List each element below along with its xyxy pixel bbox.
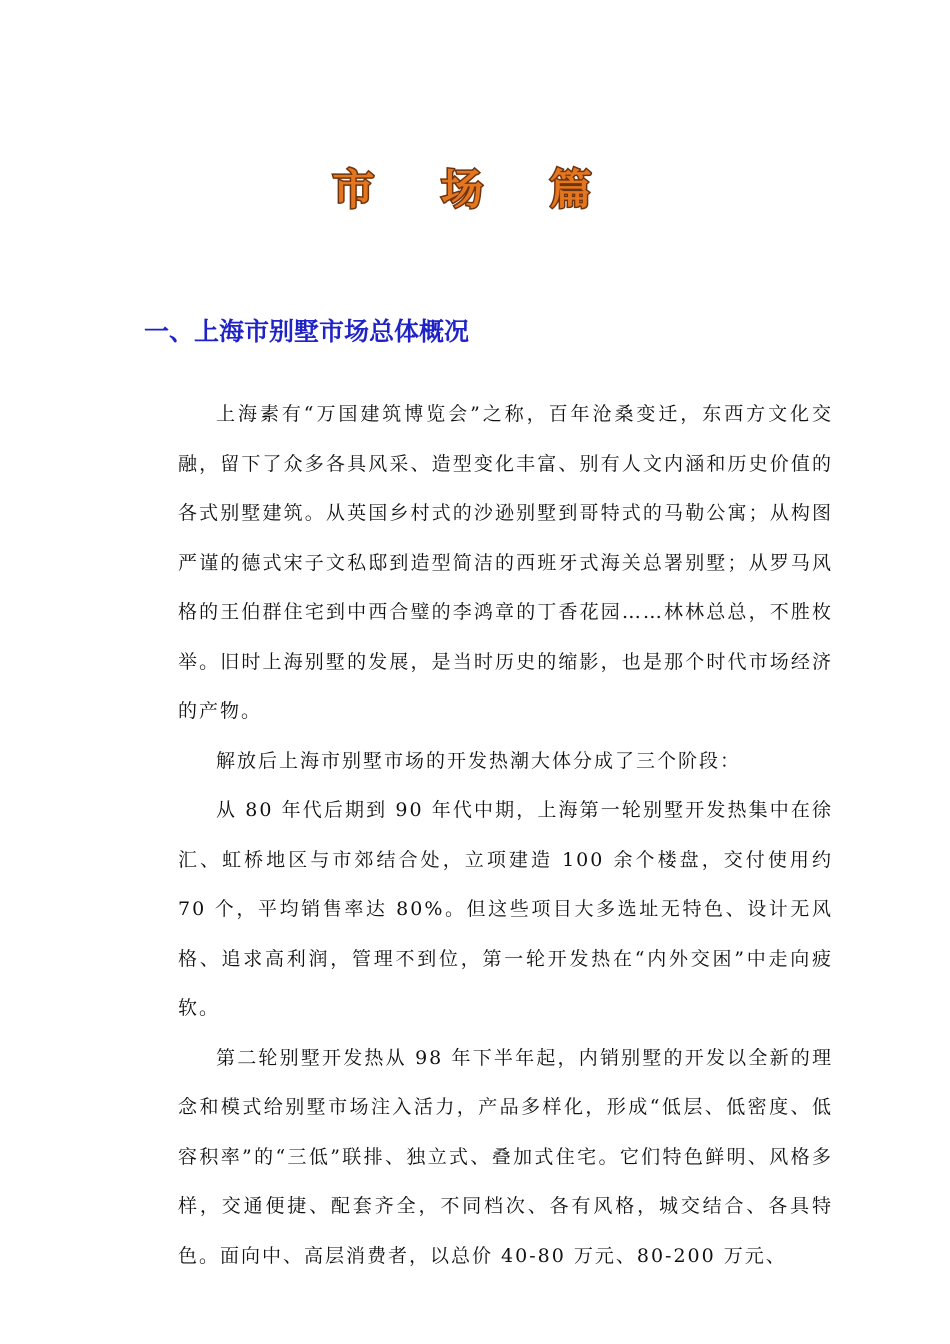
paragraph-stages: 解放后上海市别墅市场的开发热潮大体分成了三个阶段： bbox=[216, 749, 742, 772]
paragraph-intro: 上海素有“万国建筑博览会”之称，百年沧桑变迁，东西方文化交融，留下了众多各具风采、造型变化丰富、别有人文内涵和历史价值的各式别墅建筑。从英国乡村式的沙逊别墅到哥特式的马勒公寓；从构图严谨的德式宋子文私邸到造型简洁的西班牙式海关总署别墅；从罗马风格的王伯群住宅到中西合璧的李鸿章的丁香花园……林林总总，不胜枚举。旧时上海别墅的发展，是当时历史的缩影，也是那个时代市场经济的产物。 bbox=[178, 403, 833, 722]
body-text bbox=[178, 390, 833, 1281]
paragraph-first-wave: 从 80 年代后期到 90 年代中期，上海第一轮别墅开发热集中在徐汇、虹桥地区与市郊结合处，立项建造 100 余个楼盘，交付使用约 70 个，平均销售率达 80%。但这些项目大多选址无特色、设计无风格、追求高利润，管理不到位，第一轮开发热在“内外交困”中走向疲软。 bbox=[178, 799, 833, 1019]
section-heading: 一、上海市别墅市场总体概况 bbox=[144, 317, 470, 346]
paragraph-second-wave: 第二轮别墅开发热从 98 年下半年起，内销别墅的开发以全新的理念和模式给别墅市场注入活力，产品多样化，形成“低层、低密度、低容积率”的“三低”联排、独立式、叠加式住宅。它们特色鲜明、风格多样，交通便捷、配套齐全，不同档次、各有风格，城交结合、各具特色。面向中、高层消费者，以总价 40-80 万元、80-200 万元、 bbox=[178, 1046, 833, 1267]
chapter-title: 市 场 篇 bbox=[332, 165, 618, 214]
